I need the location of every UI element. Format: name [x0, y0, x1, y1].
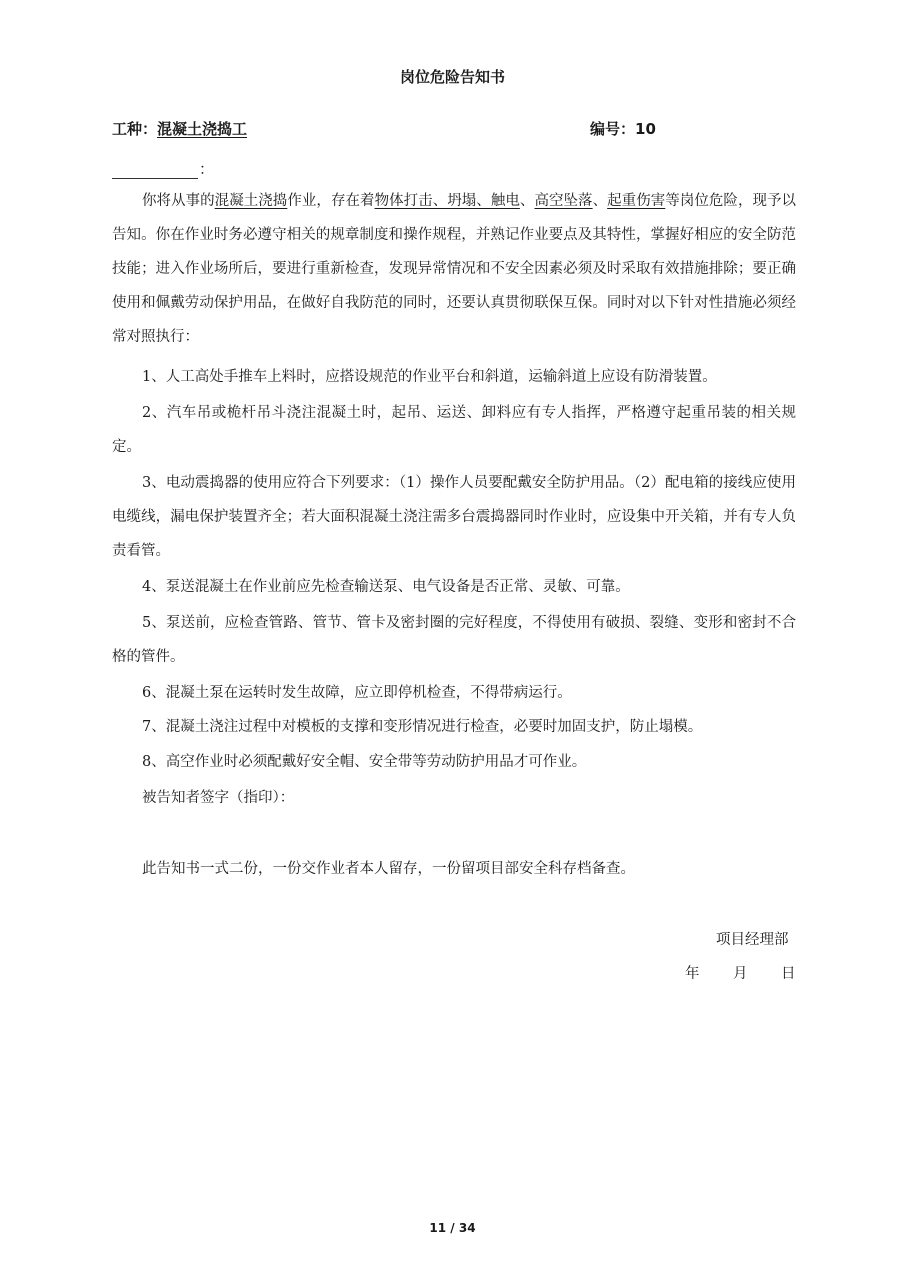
- intro-paragraph: 你将从事的混凝土浇捣作业，存在着物体打击、坍塌、触电、高空坠落、起重伤害等岗位危险，现予以告知。你在作业时务必遵守相关的规章制度和操作规程，并熟记作业要点及其特性，掌握好相应的安全防范技能；进入作业场所后，要进行重新检查，发现异常情况和不安全因素必须及时采取有效措施排除；要正确使用和佩戴劳动保护用品，在做好自我防范的同时，还要认真贯彻联保互保。同时对以下针对性措施必须经常对照执行：: [112, 193, 797, 345]
- document-number: [590, 118, 656, 139]
- addressee-blank: [112, 178, 198, 179]
- measure-item: 5、泵送前，应检查管路、管节、管卡及密封圈的完好程度，不得使用有破损、裂缝、变形和密封不合格的管件。: [112, 615, 796, 665]
- issuer: 项目经理部: [716, 932, 789, 948]
- page-current: 11: [429, 1221, 447, 1235]
- hazard-1: 物体打击、坍塌、触电: [374, 193, 520, 209]
- copies-note: 此告知书一式二份，一份交作业者本人留存，一份留项目部安全科存档备查。: [142, 861, 635, 877]
- measure-item: 7、混凝土浇注过程中对模板的支撑和变形情况进行检查，必要时加固支护，防止塌模。: [142, 719, 703, 735]
- page-number: [0, 1221, 905, 1235]
- document-title: 岗位危险告知书: [399, 68, 505, 86]
- date-day: 日: [781, 966, 796, 982]
- page-separator: /: [446, 1221, 459, 1235]
- job-type-value: 混凝土浇捣工: [157, 120, 248, 138]
- date-month: 月: [733, 966, 748, 982]
- measure-item: 4、泵送混凝土在作业前应先检查输送泵、电气设备是否正常、灵敏、可靠。: [142, 579, 630, 595]
- job-type: [112, 118, 247, 139]
- number-value: 10: [635, 120, 656, 138]
- addressee-colon: ：: [199, 160, 215, 178]
- measure-item: 2、汽车吊或桅杆吊斗浇注混凝土时，起吊、运送、卸料应有专人指挥，严格遵守起重吊装的相关规定。: [112, 405, 796, 455]
- page-total: 34: [458, 1221, 476, 1235]
- job-type-label: 工种：: [112, 120, 158, 138]
- work-type-underlined: 混凝土浇捣: [214, 193, 288, 209]
- measure-item: 8、高空作业时必须配戴好安全帽、安全带等劳动防护用品才可作业。: [142, 754, 587, 770]
- measure-item: 6、混凝土泵在运转时发生故障，应立即停机检查，不得带病运行。: [142, 685, 572, 701]
- signature-label: 被告知者签字（指印）：: [142, 790, 295, 806]
- measure-item: 1、人工高处手推车上料时，应搭设规范的作业平台和斜道，运输斜道上应设有防滑装置。: [142, 369, 717, 385]
- hazard-2: 高空坠落: [534, 193, 593, 209]
- date-year: 年: [685, 966, 700, 982]
- number-label: 编号：: [590, 120, 636, 138]
- measure-item: 3、电动震捣器的使用应符合下列要求：（1）操作人员要配戴安全防护用品。（2）配电箱的接线应使用电缆线，漏电保护装置齐全；若大面积混凝土浇注需多台震捣器同时作业时，应设集中开关箱，并有专人负责看管。: [112, 475, 796, 559]
- hazard-3: 起重伤害: [607, 193, 666, 209]
